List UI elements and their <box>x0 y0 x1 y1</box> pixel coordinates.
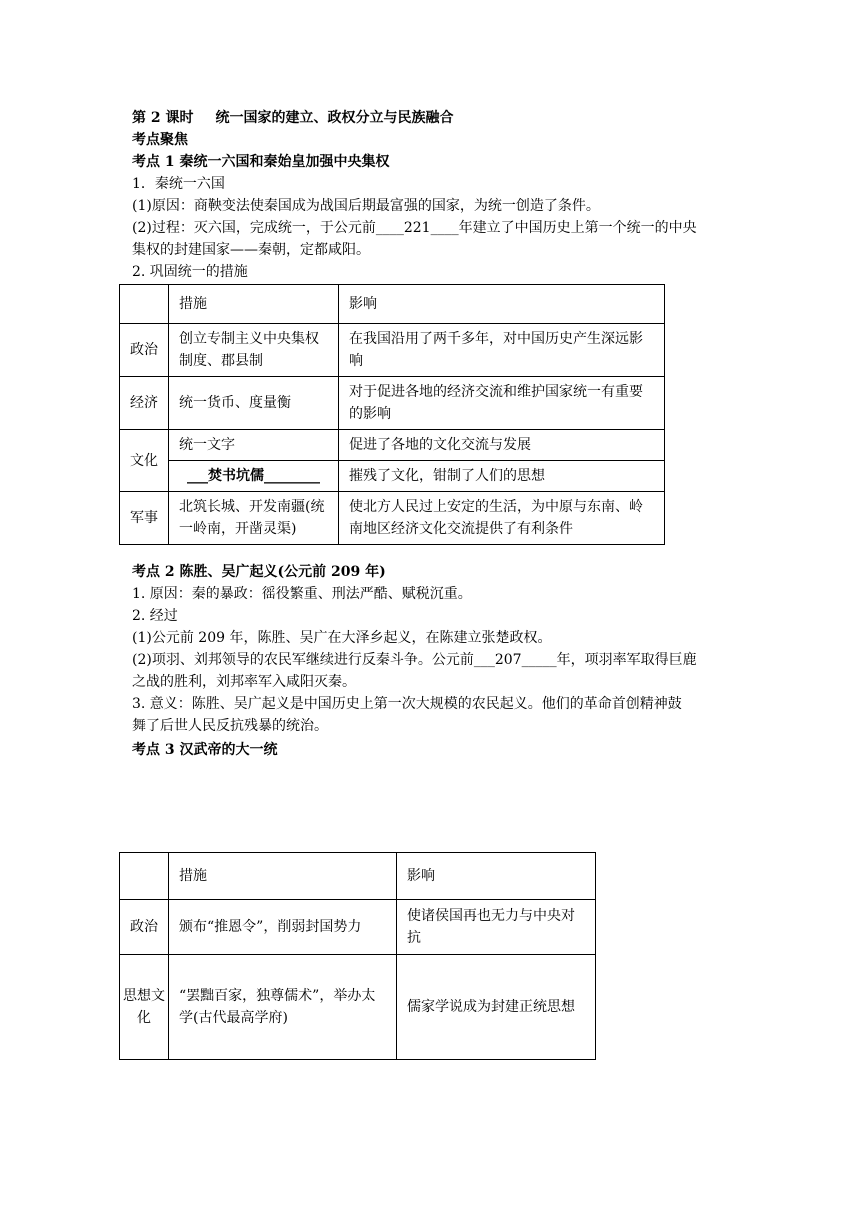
table-cell: 摧残了文化，钳制了人们的思想 <box>339 461 665 492</box>
table-cell: 儒家学说成为封建正统思想 <box>397 955 596 1060</box>
qin-measures-table <box>119 284 665 545</box>
point1-s2-title: 2. 巩固统一的措施 <box>132 264 248 280</box>
table-row <box>120 853 596 900</box>
header-measure: 措施 <box>169 853 397 900</box>
table-cell: 北筑长城、开发南疆(统一岭南，开凿灵渠) <box>169 492 339 545</box>
point2-process-title: 2. 经过 <box>132 608 178 624</box>
table-row <box>120 430 665 461</box>
table-row <box>120 461 665 492</box>
point1-s1-process-cont: 集权的封建国家——秦朝，定都咸阳。 <box>132 242 370 258</box>
table-cell: 统一文字 <box>169 430 339 461</box>
table-row <box>120 900 596 955</box>
point1-s1-process: (2)过程：灭六国，完成统一，于公元前____221____年建立了中国历史上第一个统一的中央 <box>132 220 697 236</box>
table-row <box>120 955 596 1060</box>
header-effect: 影响 <box>397 853 596 900</box>
table-row <box>120 492 665 545</box>
point2-heading: 考点 2 陈胜、吴广起义(公元前 209 年) <box>132 564 386 580</box>
row-label: 政治 <box>120 324 169 377</box>
point2-process-1: (1)公元前 209 年，陈胜、吴广在大泽乡起义，在陈建立张楚政权。 <box>132 630 552 646</box>
table-cell: 颁布“推恩令”，削弱封国势力 <box>169 900 397 955</box>
table-cell: 统一货币、度量衡 <box>169 377 339 430</box>
row-label: 经济 <box>120 377 169 430</box>
point1-s1-reason: (1)原因：商鞅变法使秦国成为战国后期最富强的国家，为统一创造了条件。 <box>132 198 600 214</box>
table-row <box>120 285 665 324</box>
header-effect: 影响 <box>339 285 665 324</box>
row-label: 政治 <box>120 900 169 955</box>
table-cell: 使北方人民过上安定的生活，为中原与东南、岭南地区经济文化交流提供了有利条件 <box>339 492 665 545</box>
header-measure: 措施 <box>169 285 339 324</box>
lesson-number: 第 2 课时 <box>132 110 194 126</box>
point1-s1-title: 1．秦统一六国 <box>132 176 225 192</box>
point2-process-2-cont: 之战的胜利，刘邦率军入咸阳灭秦。 <box>132 674 356 690</box>
table-cell: 使诸侯国再也无力与中央对抗 <box>397 900 596 955</box>
table-cell-answer: ___焚书坑儒________ <box>169 461 339 492</box>
lesson-name: 统一国家的建立、政权分立与民族融合 <box>215 110 454 126</box>
focus-heading: 考点聚焦 <box>132 132 188 148</box>
han-measures-table <box>119 852 596 1060</box>
point3-heading: 考点 3 汉武帝的大一统 <box>132 742 278 758</box>
row-label: 思想文化 <box>120 955 169 1060</box>
table-cell: “罢黜百家，独尊儒术”，举办太学(古代最高学府) <box>169 955 397 1060</box>
table-cell: 创立专制主义中央集权制度、郡县制 <box>169 324 339 377</box>
table-cell: 促进了各地的文化交流与发展 <box>339 430 665 461</box>
point2-significance-cont: 舞了后世人民反抗残暴的统治。 <box>132 718 328 734</box>
year-blank: ___207_____ <box>473 652 557 668</box>
row-label: 文化 <box>120 430 169 492</box>
point1-heading: 考点 1 秦统一六国和秦始皇加强中央集权 <box>132 154 390 170</box>
table-row <box>120 377 665 430</box>
table-row <box>120 324 665 377</box>
table-cell: 对于促进各地的经济交流和维护国家统一有重要的影响 <box>339 377 665 430</box>
point2-significance: 3. 意义：陈胜、吴广起义是中国历史上第一次大规模的农民起义。他们的革命首创精神鼓 <box>132 696 682 712</box>
point2-reason: 1. 原因：秦的暴政：徭役繁重、刑法严酷、赋税沉重。 <box>132 586 472 602</box>
lesson-title <box>132 107 732 129</box>
year-blank: ____221____ <box>375 220 459 236</box>
table-cell: 在我国沿用了两千多年，对中国历史产生深远影响 <box>339 324 665 377</box>
point2-process-2: (2)项羽、刘邦领导的农民军继续进行反秦斗争。公元前___207_____年，项羽率军取得巨鹿 <box>132 652 697 668</box>
row-label: 军事 <box>120 492 169 545</box>
